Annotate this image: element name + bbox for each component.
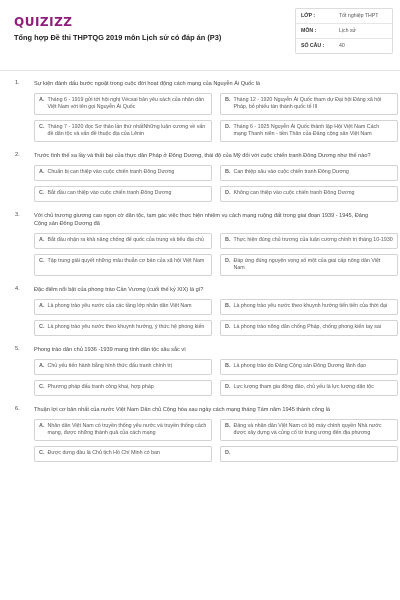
answer-option-b[interactable] [220,93,398,115]
page-title: Tổng hợp Đề thi THPTQG 2019 môn Lịch sử có đáp án (P3) [14,33,222,42]
option-text: Nhân dân Việt Nam có truyền thống yêu nước và truyền thống cách mạng, được những thành quả của cách mạng [47,423,207,436]
question-text: Thuận lợi cơ bản nhất của nước Việt Nam Dân chủ Cộng hòa sau ngày cách mạng tháng Tám năm 1945 thành công là [34,407,330,413]
option-letter: B. [225,237,231,243]
answer-option-d[interactable] [220,446,398,462]
meta-label: SỐ CÂU : [301,43,325,49]
meta-box [295,8,393,54]
option-text: Chuẩn bị can thiệp vào cuộc chiến tranh Đông Dương [47,169,175,175]
option-letter: A. [39,363,45,369]
meta-value: 40 [339,43,345,49]
answer-options [34,93,400,142]
answer-option-a[interactable] [34,299,212,315]
question-3 [0,212,400,276]
option-text: Tập trung giải quyết những mâu thuẫn cơ bản của xã hội Việt Nam [47,258,205,264]
option-letter: C. [39,324,45,330]
answer-option-a[interactable] [34,165,212,181]
worksheet-header [0,0,400,64]
answer-option-a[interactable] [34,359,212,375]
question-text: Với chủ trương giương cao ngọn cờ dân tộc, tạm gác việc thực hiện nhiệm vụ cách mạng ruộng đất trong giai đoạn 1939 - 1945, Đảng Cộng sản Đông Dương đã [34,213,369,227]
answer-option-d[interactable] [220,380,398,396]
answer-option-b[interactable] [220,165,398,181]
question-5 [0,346,400,396]
option-letter: D. [225,124,231,130]
option-text: Đáp ứng đúng nguyện vọng số một của giai cấp nông dân Việt Nam [233,258,381,271]
question-text: Đặc điểm nổi bật của phong trào Cần Vương (cuối thế kỷ XIX) là gì? [34,287,204,293]
option-letter: B. [225,303,231,309]
option-letter: D. [225,258,231,264]
question-1 [0,80,400,142]
question-4 [0,286,400,336]
option-text: Là phong trào nông dân chống Pháp, chống phong kiến tay sai [233,324,382,330]
option-text: Là phong trào yêu nước của các tầng lớp nhân dân Việt Nam [47,303,192,309]
question-2 [0,152,400,202]
option-letter: A. [39,97,45,103]
option-text: Can thiệp sâu vào cuộc chiến tranh Đông Dương [233,169,349,175]
answer-option-d[interactable] [220,254,398,276]
question-list [0,80,400,472]
answer-option-d[interactable] [220,186,398,202]
answer-option-c[interactable] [34,320,212,336]
answer-option-a[interactable] [34,419,212,441]
option-letter: A. [39,169,45,175]
answer-option-d[interactable] [220,320,398,336]
option-letter: C. [39,384,45,390]
meta-row-subject [296,24,392,39]
option-text: Tháng 12 - 1920 Nguyễn Ái Quốc tham dự Đại hội Đảng xã hội Pháp, bỏ phiếu tán thành quốc tế III [233,97,382,110]
option-letter: B. [225,97,231,103]
option-letter: C. [39,258,45,264]
option-letter: B. [225,363,231,369]
answer-options [34,165,400,202]
question-text: Phong trào dân chủ 1936 -1939 mang tính dân tộc sâu sắc vì [34,347,186,353]
answer-option-c[interactable] [34,380,212,396]
option-text: Là phong trào yêu nước theo khuynh hướng, ý thức hệ phong kiến [47,324,205,330]
answer-options [34,299,400,336]
option-letter: D. [225,190,231,196]
option-letter: C. [39,450,45,456]
option-letter: C. [39,190,45,196]
option-text: Phương pháp đấu tranh công khai, hợp pháp [47,384,154,390]
question-text: Trước tình thế sa lầy và thất bại của thực dân Pháp ở Đông Dương, thái độ của Mỹ đối với cuộc chiến tranh Đông Dương như thế nào? [34,153,371,159]
option-text: Đảng và nhân dân Việt Nam có bộ máy chính quyền Nhà nước được xây dựng và củng cố từ trung ương đến địa phương [233,423,382,436]
option-letter: D. [225,324,231,330]
answer-option-b[interactable] [220,419,398,441]
option-letter: C. [39,124,45,130]
option-text: Tháng 7 - 1920 đọc Sơ thảo lần thứ nhấtNhững luận cương về vấn đề dân tộc và vấn đề thuộc địa của Lênin [47,124,206,137]
option-letter: A. [39,237,45,243]
question-number: 4. [15,286,20,292]
answer-option-c[interactable] [34,254,212,276]
answer-options [34,359,400,396]
question-number: 3. [15,212,20,218]
option-text: Là phong trào do Đảng Cộng sản Đông Dương lãnh đạo [233,363,366,369]
question-number: 5. [15,346,20,352]
question-text: Sự kiện đánh dấu bước ngoặt trong cuộc đời hoạt động cách mạng của Nguyễn Ái Quốc là [34,81,260,87]
answer-option-d[interactable] [220,120,398,142]
header-divider [0,70,400,71]
answer-options [34,233,400,276]
option-text: Tháng 6 - 1919 gửi tới hội nghị Vécxai bản yêu sách của nhân dân Việt Nam với tên gọi Nguyễn Ái Quốc [47,97,205,110]
option-letter: D. [225,450,231,456]
option-letter: A. [39,423,45,429]
answer-option-c[interactable] [34,120,212,142]
meta-row-count [296,39,392,53]
answer-option-b[interactable] [220,299,398,315]
meta-row-class [296,9,392,24]
option-text: Không can thiệp vào cuộc chiến tranh Đông Dương [233,190,355,196]
quizizz-logo: QUIZIZZ [14,15,73,29]
answer-option-b[interactable] [220,359,398,375]
answer-option-c[interactable] [34,186,212,202]
option-letter: D. [225,384,231,390]
answer-option-b[interactable] [220,233,398,249]
question-number: 1. [15,80,20,86]
answer-option-a[interactable] [34,233,212,249]
option-text: Được dưng đầu là Chủ tịch Hồ Chí Minh có ban [47,450,160,456]
option-text: Thực hiện đúng chủ trương của luận cương chính trị tháng 10-1930 [233,237,393,243]
answer-option-c[interactable] [34,446,212,462]
meta-value: Lịch sử [339,28,357,34]
option-letter: A. [39,303,45,309]
option-text: Là phong trào yêu nước theo khuynh hướng tiến tiến của thời đại [233,303,388,309]
option-text: Lực lượng tham gia đông đảo, chủ yếu là lực lượng dân tộc [233,384,374,390]
meta-label: LỚP : [301,13,316,19]
option-text: Bắt đầu can thiệp vào cuộc chiến tranh Đông Dương [47,190,172,196]
option-text: Bắt đầu nhận ra khả năng chống đế quốc của trung và tiểu địa chủ [47,237,204,243]
option-text: Chủ yếu tiến hành bằng hình thức đấu tranh chính trị [47,363,172,369]
question-number: 2. [15,152,20,158]
question-6 [0,406,400,462]
option-letter: B. [225,423,231,429]
question-number: 6. [15,406,20,412]
meta-label: MÔN : [301,28,317,34]
meta-value: Tốt nghiệp THPT [339,13,379,19]
option-text: Tháng 6 - 1925 Nguyễn Ái Quốc thành lập Hội Việt Nam Cách mạng Thanh niên - tiền Thân của Đảng cộng sản Việt Nam [233,124,380,137]
answer-options [34,419,400,462]
option-letter: B. [225,169,231,175]
answer-option-a[interactable] [34,93,212,115]
